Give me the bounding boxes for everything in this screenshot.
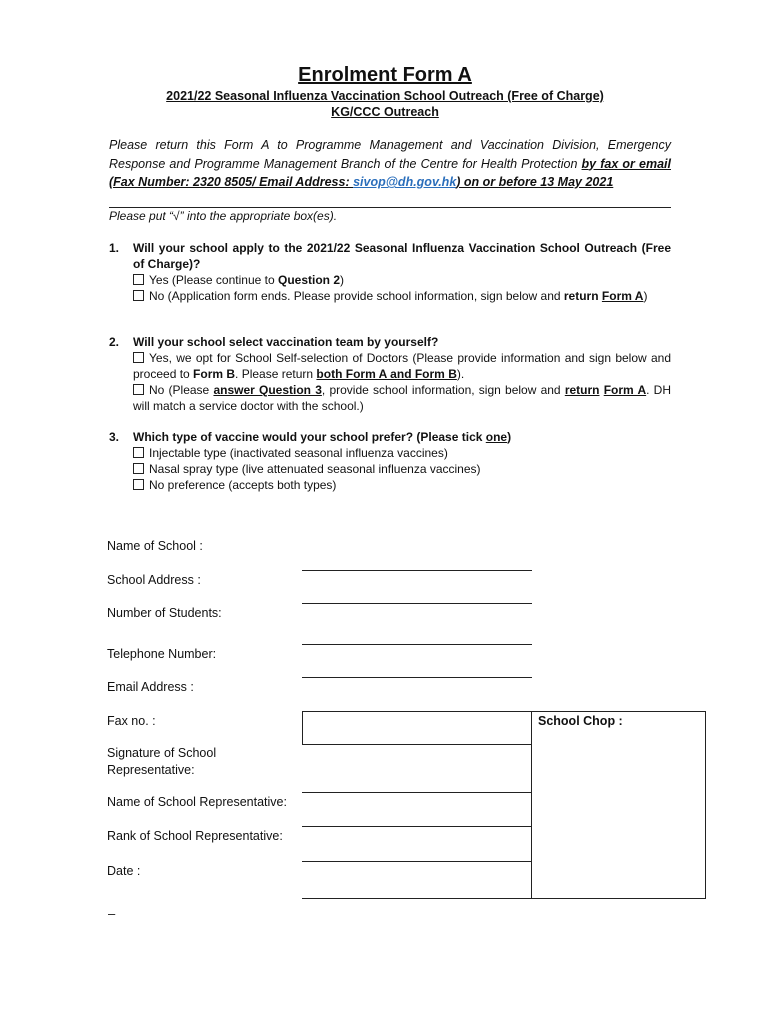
school-chop-label: School Chop : [538,714,623,728]
option-emphasis: Question 2 [277,273,340,287]
checkbox-q3-injectable[interactable] [133,447,144,458]
question-3-option-no-preference [133,477,671,493]
number-of-students-field[interactable] [302,644,532,645]
school-address-field[interactable] [302,603,532,604]
label-signature-line2: Representative: [107,763,195,777]
divider [109,207,671,208]
option-emphasis: answer Question 3 [213,383,322,397]
question-1-option-yes [133,272,671,288]
option-text: , provide school information, sign below and [321,383,565,397]
label-fax-no: Fax no. : [107,714,156,728]
question-1-option-no [133,288,671,304]
intro-paragraph [109,136,671,192]
option-text: Yes, we opt for School Self-selection of Doctors (Please provide information and sign below and proceed to [133,351,671,381]
intro-text: Please return this Form A to Programme Management and Vaccination Division, Emergency Response and Programme Management Branch of the Centre for Health Protection [109,138,671,171]
form-title: Enrolment Form A [298,64,472,86]
option-emphasis: both Form A and Form B [316,367,457,381]
question-3-number: 3. [109,430,120,444]
rep-name-field[interactable] [302,826,532,827]
date-field[interactable] [302,898,532,899]
question-2-title: Will your school select vaccination team by yourself? [133,335,439,349]
question-3-option-nasal [133,461,671,477]
question-2 [109,334,671,414]
question-1-title: Will your school apply to the 2021/22 Seasonal Influenza Vaccination School Outreach (Free of Charge)? [133,241,671,271]
form-outreach-type: KG/CCC Outreach [331,105,439,119]
question-3-title-text: ) [507,430,512,444]
option-emphasis: Form A [603,383,647,397]
question-1 [109,240,671,304]
school-chop-box[interactable] [531,711,706,899]
checkbox-q2-yes[interactable] [133,352,144,363]
option-emphasis: return [564,383,600,397]
label-number-of-students: Number of Students: [107,606,222,620]
option-text: Yes (Please continue to [149,273,278,287]
label-rep-rank: Rank of School Representative: [107,829,283,843]
question-1-number: 1. [109,241,120,255]
label-rep-name: Name of School Representative: [107,795,287,809]
option-text: ) [643,289,648,303]
option-text: . Please return [235,367,317,381]
signature-field[interactable] [302,792,532,793]
form-subtitle: 2021/22 Seasonal Influenza Vaccination School Outreach (Free of Charge) [166,89,604,103]
option-text: ) [340,273,344,287]
rep-rank-field[interactable] [302,861,532,862]
question-3-title-emphasis: one [485,430,508,444]
option-text: No (Please [149,383,214,397]
label-signature: Signature of School [107,746,217,760]
footer-mark: – [108,906,116,921]
checkbox-q1-no[interactable] [133,290,144,301]
label-school-address: School Address : [107,573,201,587]
option-text: ). [456,367,465,381]
option-text: No preference (accepts both types) [149,478,337,492]
label-telephone-number: Telephone Number: [107,647,217,661]
fax-no-field[interactable] [302,744,532,745]
option-text: . DH will match a service doctor with the school.) [133,383,672,413]
option-emphasis: return [563,289,602,303]
question-3-title-text: Which type of vaccine would your school prefer? (Please tick [133,430,486,444]
name-of-school-field[interactable] [302,570,532,571]
telephone-number-field[interactable] [302,677,532,678]
checkbox-q3-nasal[interactable] [133,463,144,474]
checkbox-q2-no[interactable] [133,384,144,395]
question-3 [109,429,671,493]
question-2-number: 2. [109,335,120,349]
option-text: No (Application form ends. Please provide school information, sign below and [149,289,564,303]
option-emphasis: Form B [193,367,236,381]
checkbox-q1-yes[interactable] [133,274,144,285]
label-email-address: Email Address : [107,680,194,694]
question-2-option-no [133,382,671,414]
checkbox-q3-no-preference[interactable] [133,479,144,490]
label-name-of-school: Name of School : [107,539,203,553]
option-text: Injectable type (inactivated seasonal influenza vaccines) [149,446,448,460]
label-date: Date : [107,864,141,878]
fax-field-left-border [302,711,303,745]
question-2-option-yes [133,350,671,382]
email-address-field[interactable] [302,711,532,712]
email-link[interactable]: sivop@dh.gov.hk [353,175,457,189]
option-emphasis: Form A [601,289,644,303]
intro-deadline: ) on or before 13 May 2021 [456,175,614,189]
question-3-title [133,429,671,445]
question-3-option-injectable [133,445,671,461]
option-text: Nasal spray type (live attenuated seasonal influenza vaccines) [149,462,481,476]
intro-return-method: by fax or email (Fax Number: 2320 8505/ Email Address: [109,156,671,189]
instruction-text: Please put “√” into the appropriate box(es). [109,209,338,223]
